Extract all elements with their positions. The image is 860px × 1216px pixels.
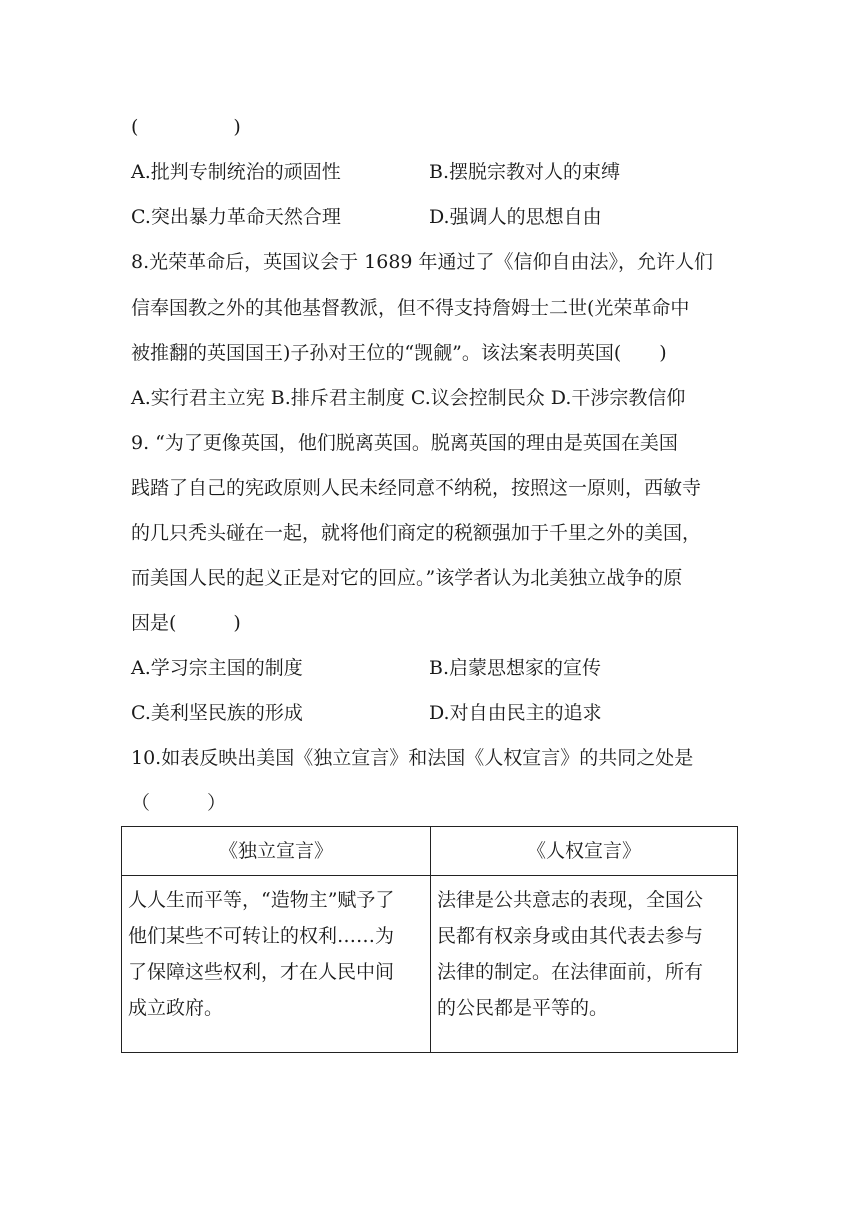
q9-stem-line-4: 而美国人民的起义正是对它的回应。”该学者认为北美独立战争的原: [131, 567, 683, 589]
q8-stem-line-1: 8.光荣革命后，英国议会于 1689 年通过了《信仰自由法》，允许人们: [131, 251, 714, 273]
independence-line-2: 他们某些不可转让的权利……为: [128, 925, 395, 947]
rights-line-3: 法律的制定。在法律面前，所有: [437, 961, 704, 983]
rights-line-2: 民都有权亲身或由其代表去参与: [437, 925, 704, 947]
independence-line-3: 了保障这些权利，才在人民中间: [128, 961, 395, 983]
q9-option-a: A.学习宗主国的制度: [131, 657, 303, 679]
q7-option-d: D.强调人的思想自由: [429, 206, 602, 228]
table-header-independence: 《独立宣言》: [122, 827, 431, 876]
independence-line-1: 人人生而平等，“造物主”赋予了: [128, 889, 395, 911]
q7-option-c: C.突出暴力革命天然合理: [131, 206, 341, 228]
q7-option-a: A.批判专制统治的顽固性: [131, 161, 341, 183]
independence-cell: [122, 876, 431, 1053]
q10-answer-blank: （ ）: [131, 792, 227, 814]
q7-answer-blank: ( ): [131, 116, 241, 138]
q9-stem-line-1: 9. “为了更像英国，他们脱离英国。脱离英国的理由是英国在美国: [131, 432, 678, 454]
q7-option-b: B.摆脱宗教对人的束缚: [429, 161, 621, 183]
independence-line-4: 成立政府。: [128, 997, 224, 1019]
table-header-row: [122, 827, 738, 876]
q9-option-b: B.启蒙思想家的宣传: [429, 657, 602, 679]
rights-cell: [431, 876, 738, 1053]
q9-stem-line-5: 因是( ): [131, 612, 241, 634]
rights-line-4: 的公民都是平等的。: [437, 997, 609, 1019]
q9-stem-line-3: 的几只秃头碰在一起，就将他们商定的税额强加于千里之外的美国，: [131, 522, 702, 544]
q9-option-d: D.对自由民主的追求: [429, 702, 602, 724]
q9-option-c: C.美利坚民族的形成: [131, 702, 303, 724]
rights-line-1: 法律是公共意志的表现，全国公: [437, 889, 704, 911]
table-row: [122, 876, 738, 1053]
q8-stem-line-3: 被推翻的英国国王)子孙对王位的“觊觎”。该法案表明英国( ): [131, 342, 667, 364]
q10-stem-line-1: 10.如表反映出美国《独立宣言》和法国《人权宣言》的共同之处是: [131, 747, 694, 769]
q8-options: A.实行君主立宪 B.排斥君主制度 C.议会控制民众 D.干涉宗教信仰: [131, 387, 686, 409]
q8-stem-line-2: 信奉国教之外的其他基督教派，但不得支持詹姆士二世(光荣革命中: [131, 297, 690, 319]
table-header-rights: 《人权宣言》: [431, 827, 738, 876]
q9-stem-line-2: 践踏了自己的宪政原则人民未经同意不纳税，按照这一原则，西敏寺: [131, 477, 702, 499]
declaration-comparison-table: [121, 826, 738, 1053]
